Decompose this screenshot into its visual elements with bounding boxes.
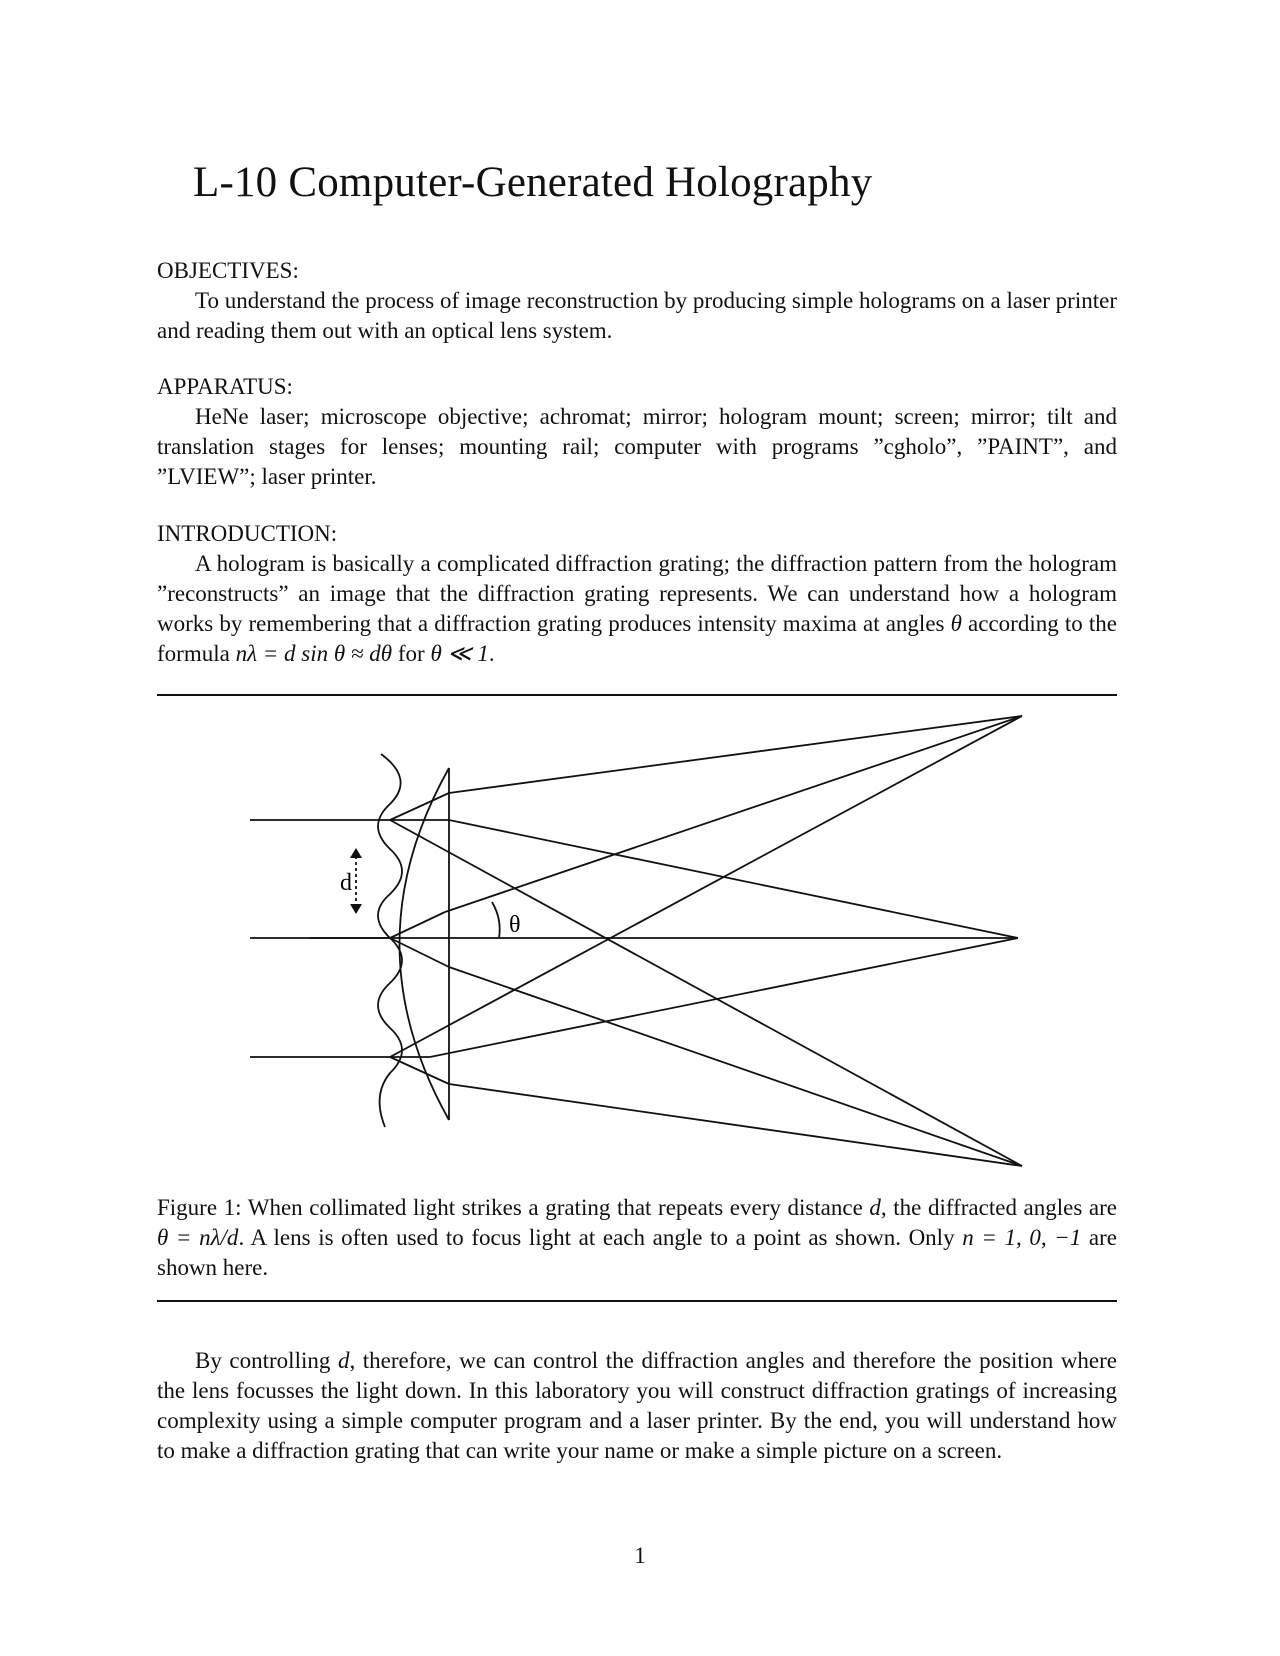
document-title: L-10 Computer-Generated Holography xyxy=(193,159,873,206)
caption-text-part: , the diffracted angles are xyxy=(880,1195,1117,1220)
caption-math-theta: θ = nλ/d xyxy=(157,1225,239,1250)
closing-text-part: By controlling xyxy=(195,1348,338,1373)
theta-arc xyxy=(492,902,500,938)
intro-text-part: A hologram is basically a complicated diffraction grating; the diffraction pattern from the hologram ”reconstructs” an image that the diffraction grating represents. We can understand how a hologram works by remembering that a diffraction grating produces intensity maxima at angles xyxy=(157,551,1117,636)
objectives-heading: OBJECTIVES: xyxy=(157,258,299,283)
caption-text-part: are shown here. xyxy=(157,1225,1118,1280)
intro-text-part: according to the formula xyxy=(157,611,1117,666)
caption-math-d: d xyxy=(869,1195,881,1220)
objectives-text: To understand the process of image reconstruction by producing simple holograms on a laser printer and reading them out with an optical lens system. xyxy=(157,288,1117,343)
page-number: 1 xyxy=(634,1543,646,1568)
closing-math-d: d xyxy=(337,1348,350,1373)
caption-text-part: Figure 1: When collimated light strikes a grating that repeats every distance xyxy=(157,1195,870,1220)
introduction-heading: INTRODUCTION: xyxy=(157,521,338,546)
ray-bottom-nm1 xyxy=(390,1057,449,1084)
caption-text-part: . A lens is often used to focus light at each angle to a point as shown. Only xyxy=(238,1225,963,1250)
d-label: d xyxy=(340,870,352,896)
ray-top-n0-focus xyxy=(449,820,1018,938)
grating-wave xyxy=(378,754,402,1127)
ray-mid-nm1-focus xyxy=(449,967,1022,1166)
intro-math-condition: θ ≪ 1 xyxy=(430,641,489,666)
d-arrow-down xyxy=(350,904,362,914)
figure-bottom-rule xyxy=(157,1300,1117,1302)
caption-math-orders: n = 1, 0, −1 xyxy=(962,1225,1082,1250)
closing-text-part: , therefore, we can control the diffraction angles and therefore the position where the lens focusses the light down. In this laboratory you will construct diffraction gratings of increasing complexity using a simple computer program and a laser printer. By the end, you will understand how to make a diffraction grating that can write your name or make a simple picture on a screen. xyxy=(157,1348,1117,1463)
ray-bottom-nm1-focus xyxy=(449,1084,1022,1166)
ray-top-nm1 xyxy=(390,820,1022,1166)
intro-math-theta: θ xyxy=(950,611,962,636)
closing-paragraph xyxy=(157,1346,1117,1466)
ray-bottom-n0-focus xyxy=(430,938,1018,1057)
ray-mid-n1 xyxy=(390,912,445,938)
ray-top-n1-focus xyxy=(449,716,1022,793)
intro-text-part: . xyxy=(488,641,495,666)
ray-mid-n1-focus xyxy=(445,716,1022,912)
theta-label: θ xyxy=(509,912,521,938)
figure-caption xyxy=(157,1193,1117,1283)
d-arrow-up xyxy=(350,848,362,858)
intro-math-formula: nλ = d sin θ ≈ dθ xyxy=(235,641,393,666)
ray-top-n1 xyxy=(390,793,449,820)
ray-bottom-n1 xyxy=(390,716,1022,1057)
apparatus-text: HeNe laser; microscope objective; achromat; mirror; hologram mount; screen; mirror; tilt and translation stages for lenses; mounting rail; computer with programs ”cgholo”, ”PAINT”, and ”LVIEW”; laser printer. xyxy=(157,404,1117,489)
apparatus-heading: APPARATUS: xyxy=(157,374,293,399)
intro-text-part: for xyxy=(392,641,431,666)
